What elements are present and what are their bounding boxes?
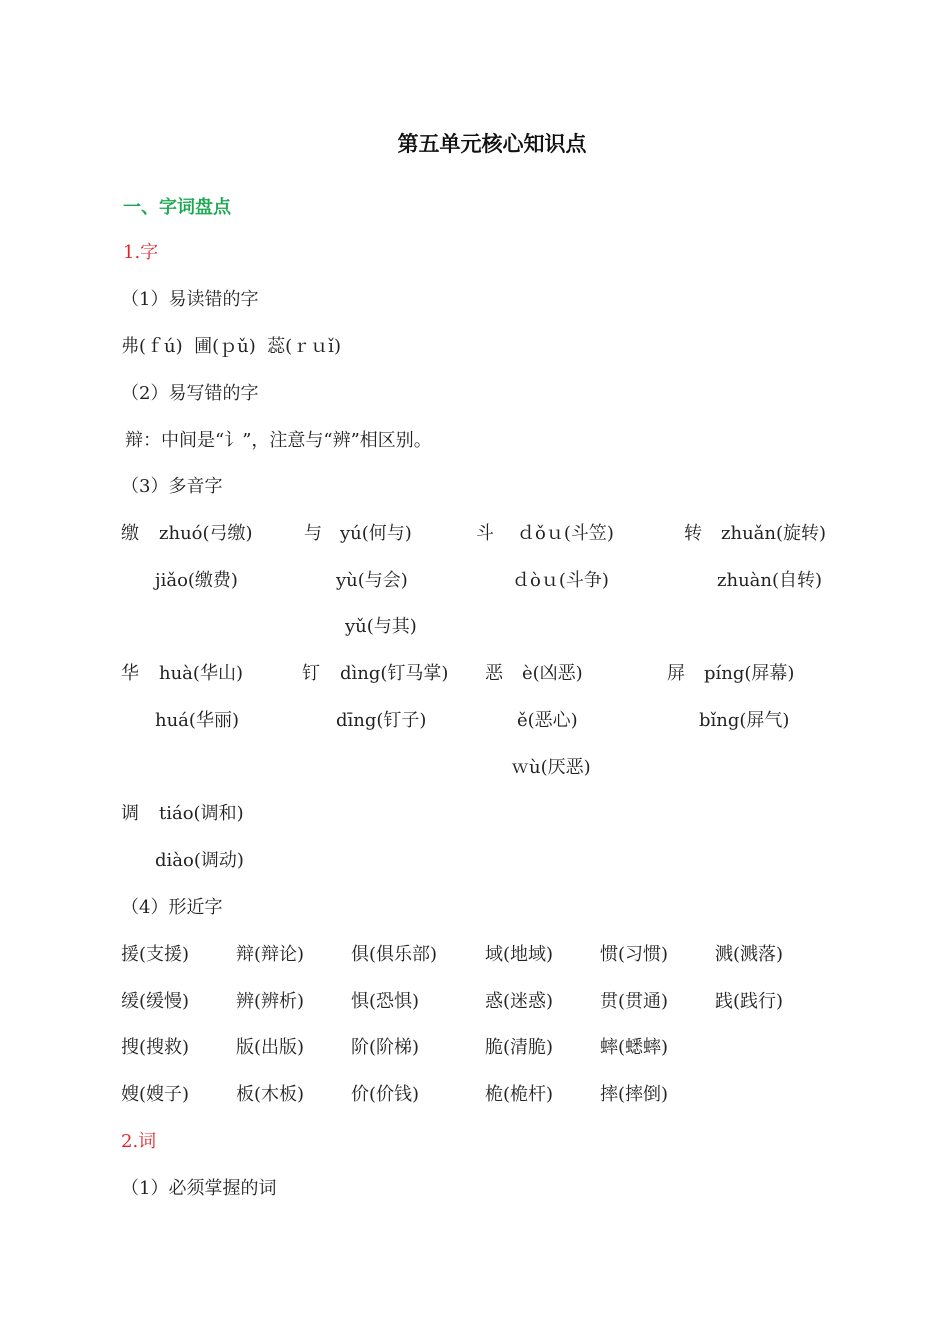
polyphonic-reading: zhuó(弓缴)	[159, 523, 253, 544]
polyphonic-char: 恶	[485, 663, 503, 684]
similar-char-item: 惑(迷惑)	[485, 991, 554, 1012]
polyphonic-char: 屏	[667, 663, 685, 684]
polyphonic-reading: yù(与会)	[336, 570, 408, 591]
polyphonic-reading: ｄǒｕ(斗笠)	[517, 523, 614, 544]
similar-char-item: 嫂(嫂子)	[121, 1084, 190, 1105]
miswritten-chars-line: 辩：中间是“讠”，注意与“辨”相区别。	[125, 430, 432, 451]
polyphonic-reading: ě(恶心)	[517, 710, 578, 731]
similar-char-item: 域(地域)	[485, 944, 554, 965]
polyphonic-char: 调	[121, 803, 139, 824]
similar-char-item: 版(出版)	[236, 1037, 305, 1058]
similar-char-item: 溅(溅落)	[715, 944, 784, 965]
similar-char-item: 缓(缓慢)	[121, 991, 190, 1012]
sub-heading-similar: （4）形近字	[121, 897, 223, 918]
similar-char-item: 践(践行)	[715, 991, 784, 1012]
polyphonic-reading: dīng(钉子)	[336, 710, 427, 731]
similar-char-item: 桅(桅杆)	[485, 1084, 554, 1105]
polyphonic-reading: píng(屏幕)	[704, 663, 795, 684]
sub-heading-miswritten: （2）易写错的字	[121, 383, 259, 404]
similar-char-item: 俱(俱乐部)	[351, 944, 438, 965]
sub-heading-must-master: （1）必须掌握的词	[121, 1178, 277, 1199]
polyphonic-char: 与	[304, 523, 322, 544]
similar-char-item: 援(支援)	[121, 944, 190, 965]
similar-char-item: 摔(摔倒)	[600, 1084, 669, 1105]
similar-char-item: 辨(辨析)	[236, 991, 305, 1012]
polyphonic-reading: huà(华山)	[159, 663, 243, 684]
polyphonic-reading: zhuàn(自转)	[717, 570, 823, 591]
similar-char-item: 阶(阶梯)	[351, 1037, 420, 1058]
polyphonic-reading: dìng(钉马掌)	[340, 663, 449, 684]
polyphonic-char: 华	[121, 663, 139, 684]
polyphonic-char: 钉	[302, 663, 320, 684]
polyphonic-reading: è(凶恶)	[522, 663, 583, 684]
similar-char-item: 惯(习惯)	[600, 944, 669, 965]
sub-heading-polyphonic: （3）多音字	[121, 476, 223, 497]
similar-char-item: 搜(搜救)	[121, 1037, 190, 1058]
polyphonic-reading: bǐng(屏气)	[699, 710, 790, 731]
polyphonic-reading: yú(何与)	[340, 523, 412, 544]
similar-char-item: 蟀(蟋蟀)	[600, 1037, 669, 1058]
similar-char-item: 脆(清脆)	[485, 1037, 554, 1058]
polyphonic-reading: tiáo(调和)	[159, 803, 244, 824]
similar-char-item: 贯(贯通)	[600, 991, 669, 1012]
similar-char-item: 板(木板)	[236, 1084, 305, 1105]
similar-char-item: 价(价钱)	[351, 1084, 420, 1105]
page-title: 第五单元核心知识点	[397, 132, 587, 156]
polyphonic-reading: jiǎo(缴费)	[155, 570, 238, 591]
polyphonic-char: 缴	[121, 523, 139, 544]
similar-char-item: 惧(恐惧)	[351, 991, 420, 1012]
part-heading-words: 2.词	[121, 1131, 157, 1152]
polyphonic-char: 斗	[476, 523, 494, 544]
polyphonic-reading: huá(华丽)	[155, 710, 239, 731]
similar-char-item: 辩(辩论)	[236, 944, 305, 965]
polyphonic-reading: zhuǎn(旋转)	[721, 523, 827, 544]
polyphonic-char: 转	[684, 523, 702, 544]
polyphonic-reading: diào(调动)	[155, 850, 244, 871]
misread-chars-line: 弗(ｆú) 圃(ｐǔ) 蕊(ｒｕǐ)	[121, 336, 341, 357]
section-heading-words: 一、字词盘点	[123, 197, 231, 218]
sub-heading-misread: （1）易读错的字	[121, 289, 259, 310]
polyphonic-reading: ｗù(厌恶)	[511, 757, 591, 778]
polyphonic-reading: ｄòｕ(斗争)	[512, 570, 609, 591]
polyphonic-reading: yǔ(与其)	[345, 616, 417, 637]
part-heading-characters: 1.字	[123, 242, 159, 263]
